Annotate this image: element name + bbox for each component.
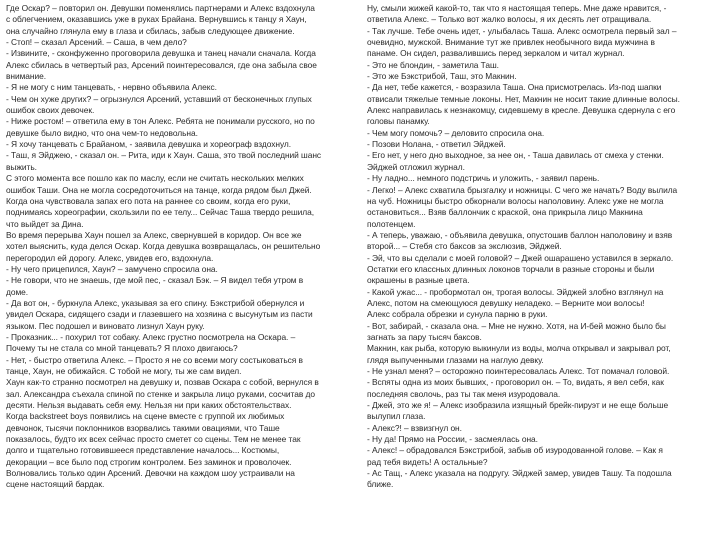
text-line: ближе. [367, 479, 394, 490]
text-line: показалось, будто их всех сейчас просто сметет со сцены. Тем не менее так [6, 434, 301, 445]
text-line: - Таш, я Эйджею, - сказал он. – Рита, иди к Хаун. Саша, это твой последний шанс [6, 150, 322, 161]
text-line: Алекс собрала обрезки и сунула парню в руки. [367, 309, 548, 320]
text-line: языком. Пес подошел и виновато лизнул Хаун руку. [6, 320, 205, 331]
text-line: выжить. [6, 161, 37, 172]
text-line: Во время перерыва Хаун пошел за Алекс, свернувшей в коридор. Он все же [6, 229, 302, 240]
text-line: поднимаясь хореографии, скользили по ее телу... Сейчас Таша твердо решила, [6, 207, 315, 218]
text-line: загнать за пару тысяч баксов. [367, 331, 482, 342]
text-line: - Так лучше. Тебе очень идет, - улыбалась Таша. Алекс осмотрела первый зал – [367, 25, 677, 36]
text-line: - Я не могу с ним танцевать, - нервно объявила Алекс. [6, 82, 217, 93]
left-text-column [6, 3, 356, 491]
text-line: - Чем могу помочь? – деловито спросила она. [367, 127, 545, 138]
text-line: Остатки его классных длинных локонов торчали в разные стороны и были [367, 263, 655, 274]
text-line: увидел Оскара, сидящего сзади и глазевшего на хозяина с высунутым из пасти [6, 309, 313, 320]
text-line: Макнин, как рыба, которую выкинули из воды, молча открывал и закрывал рот, [367, 343, 671, 354]
text-line: второй... – Стебя сто баксов за экслюзив, Эйджей. [367, 241, 562, 252]
text-line: головы панамку. [367, 116, 430, 127]
text-line: - Позови Нолана, - ответил Эйджей. [367, 139, 506, 150]
text-line: Алекс сбилась в четвертый раз, Арсений поинтересовался, где она забыла свое [6, 59, 317, 70]
text-line: вылупил глаза. [367, 411, 426, 422]
text-line: долго и тщательно готовившееся представление началось... Костюмы, [6, 445, 280, 456]
text-line: рад тебя видеть! А остальные? [367, 456, 488, 467]
text-line: полотенцем. [367, 218, 416, 229]
text-line: - Это не блондин, - заметила Таш. [367, 59, 499, 70]
text-line: ошибок своих девочек. [6, 105, 95, 116]
text-line: танце, Хаун, не обижайся. С тобой не могу, ты же сам видел. [6, 366, 242, 376]
text-line: - Джей, это же я! – Алекс изобразила изящный брейк-пируэт и не еще больше [367, 400, 669, 411]
text-line: - Не узнал меня? – осторожно поинтересовалась Алекс. Тот помачал головой. [367, 366, 670, 376]
text-line: последняя сволочь, раз ты так меня изуродовала. [367, 388, 561, 399]
text-line: Почему ты не стала со мной танцевать? Я плохо двигаюсь? [6, 343, 238, 354]
text-line: Эйджей отложил журнал. [367, 161, 465, 172]
text-line: Волновались только один Арсений. Девочки на каждом шоу устраивали на [6, 468, 295, 479]
text-line: Ну, смыли жижей какой-то, так что я настоящая теперь. Мне даже нравится, - [367, 3, 667, 13]
text-line: - Стоп! – сказал Арсений. – Саша, в чем дело? [6, 37, 187, 48]
text-line: С этого момента все пошло как по маслу, если не считать нескольких мелких [6, 173, 304, 184]
text-line: сцене настоящий бардак. [6, 479, 105, 490]
text-line: ответила Алекс. – Только вот жалко волосы, я их десять лет отращивала. [367, 14, 652, 25]
text-line: девчонок, тысячи поклонников взорвались такими овациями, что Таше [6, 422, 280, 433]
text-line: она случайно глянула ему в глаза и сбилась, забыв следующее движение. [6, 25, 295, 36]
text-line: - Да нет, тебе кажется, - возразила Таша. Она присмотрелась. Из-под шапки [367, 82, 662, 93]
text-line: - А теперь, уважаю, - объявила девушка, опустошив баллон наполовину и взяв [367, 229, 673, 240]
text-line: зал. Александра съехала спиной по стенке и закрыла лицо руками, сосчитав до [6, 388, 315, 399]
text-line: - Извините, - сконфуженно проговорила девушка и танец начали сначала. Когда [6, 48, 316, 59]
text-line: Где Оскар? – повторил он. Девушки поменялись партнерами и Алекс вздохнула [6, 3, 315, 13]
text-line: доме. [6, 286, 29, 297]
text-line: - Алекс! – обрадовался Бэкстрибой, забыв об изуродованной голове. – Как я [367, 445, 663, 456]
text-line: - Эй, что вы сделали с моей головой? – Джей ошарашено уставился в зеркало. [367, 252, 674, 263]
text-line: - Какой ужас... - пробормотал он, трогая волосы. Эйджей злобно взглянул на [367, 286, 664, 297]
text-line: Когда backstreet boys появились на сцене вместе с группой их любимых [6, 411, 285, 422]
text-line: глядя выпученными глазами на наглую девку. [367, 354, 544, 365]
text-line: хотел выяснить, куда делся Оскар. Когда девушка возвращалась, он решительно [6, 241, 321, 252]
text-line: - Не говори, что не знаешь, где мой пес, - сказал Бэк. – Я видел тебя утром в [6, 275, 304, 286]
text-line: - Да вот он, - буркнула Алекс, указывая за его спину. Бэкстрибой обернулся и [6, 297, 305, 308]
text-line: - Его нет, у него дно выходное, за нее он, - Таша давилась от смеха у стенки. [367, 150, 664, 161]
text-line: - Ниже ростом! – ответила ему в тон Алекс. Ребята не понимали русского, но по [6, 116, 315, 127]
text-line: десяти. Нельзя выдавать себя ему. Нельзя ни при каких обстоятельствах. [6, 400, 292, 411]
text-line: с облегчением, оказавшись уже в руках Брайана. Вернувшись к танцу я Хаун, [6, 14, 307, 25]
text-line: панаме. Он сидел, развалившись перед зеркалом и читал журнал. [367, 48, 625, 59]
text-line: - Ну чего прицепился, Хаун? – замучено спросила она. [6, 263, 218, 274]
text-line: очевидно, мужской. Внимание тут же привлек необычного вида мужчина в [367, 37, 655, 48]
text-line: девушке было видно, что она чем-то недовольна. [6, 127, 198, 138]
text-line: что выйдет за Дина. [6, 218, 84, 229]
text-line: - Алекс?! – взвизгнул он. [367, 422, 462, 433]
text-line: - Ас Тащ, - Алекс указала на подругу. Эйджей замер, увидев Ташу. Та подошла [367, 468, 672, 479]
text-line: - Вот, забирай, - сказала она. – Мне не нужно. Хотя, на И-бей можно было бы [367, 320, 666, 331]
text-line: - Ну да! Прямо на России, - засмеялась она. [367, 434, 538, 445]
text-line: отвисали тяжелые темные локоны. Нет, Макнин не носит такие длинные волосы. [367, 93, 680, 104]
text-line: - Это же Бэкстрибой, Таш, это Макнин. [367, 71, 517, 82]
text-line: Алекс, потом на смеющуюся девушку неладеко. – Верните мои волосы! [367, 297, 645, 308]
text-line: - Чем он хуже других? – огрызнулся Арсений, уставший от бесконечных глупых [6, 93, 312, 104]
text-line: - Ну ладно... немного подстричь и уложить, - заявил парень. [367, 173, 600, 184]
text-line: - Вспяты одна из моих бывших, - проговорил он. – То, видать, я вел себя, как [367, 377, 664, 388]
text-line: ошибок Таши. Она не могла сосредоточиться на танце, когда рядом был Джей. [6, 184, 312, 195]
text-line: Алекс направилась к незнакомцу, сидевшему в кресле. Девушка сдернула с его [367, 105, 676, 116]
text-line: перегородил ей дорогу. Алекс, увидев его, вздохнула. [6, 252, 214, 263]
right-text-column [367, 3, 715, 491]
text-line: - Легко! – Алекс схватила брызгалку и ножницы. С чего же начать? Воду вылила [367, 184, 678, 195]
text-line: декорации – все было под строгим контролем. Без заминок и проволочек. [6, 456, 292, 467]
text-line: остановиться... Взяв баллончик с краской, она прикрыла лицо Макнина [367, 207, 643, 218]
text-line: Хаун как-то странно посмотрел на девушку и, позвав Оскара с собой, вернулся в [6, 377, 319, 388]
text-line: окрашены в разные цвета. [367, 275, 470, 286]
text-line: на чуб. Ножницы быстро обкорнали волосы наполовину. Алекс уже не могла [367, 195, 664, 206]
text-line: - Нет, - быстро ответила Алекс. – Просто я не со всеми могу состыковаться в [6, 354, 303, 365]
text-line: внимание. [6, 71, 47, 82]
text-line: - Проказник... - похурил тот собаку. Алекс грустно посмотрела на Оскара. – [6, 331, 296, 342]
text-line: - Я хочу танцевать с Брайаном, - заявила девушка и хореограф вздохнул. [6, 139, 292, 150]
text-line: Когда она чувствовала запах его пота на раннее со своим, когда его руки, [6, 195, 291, 206]
